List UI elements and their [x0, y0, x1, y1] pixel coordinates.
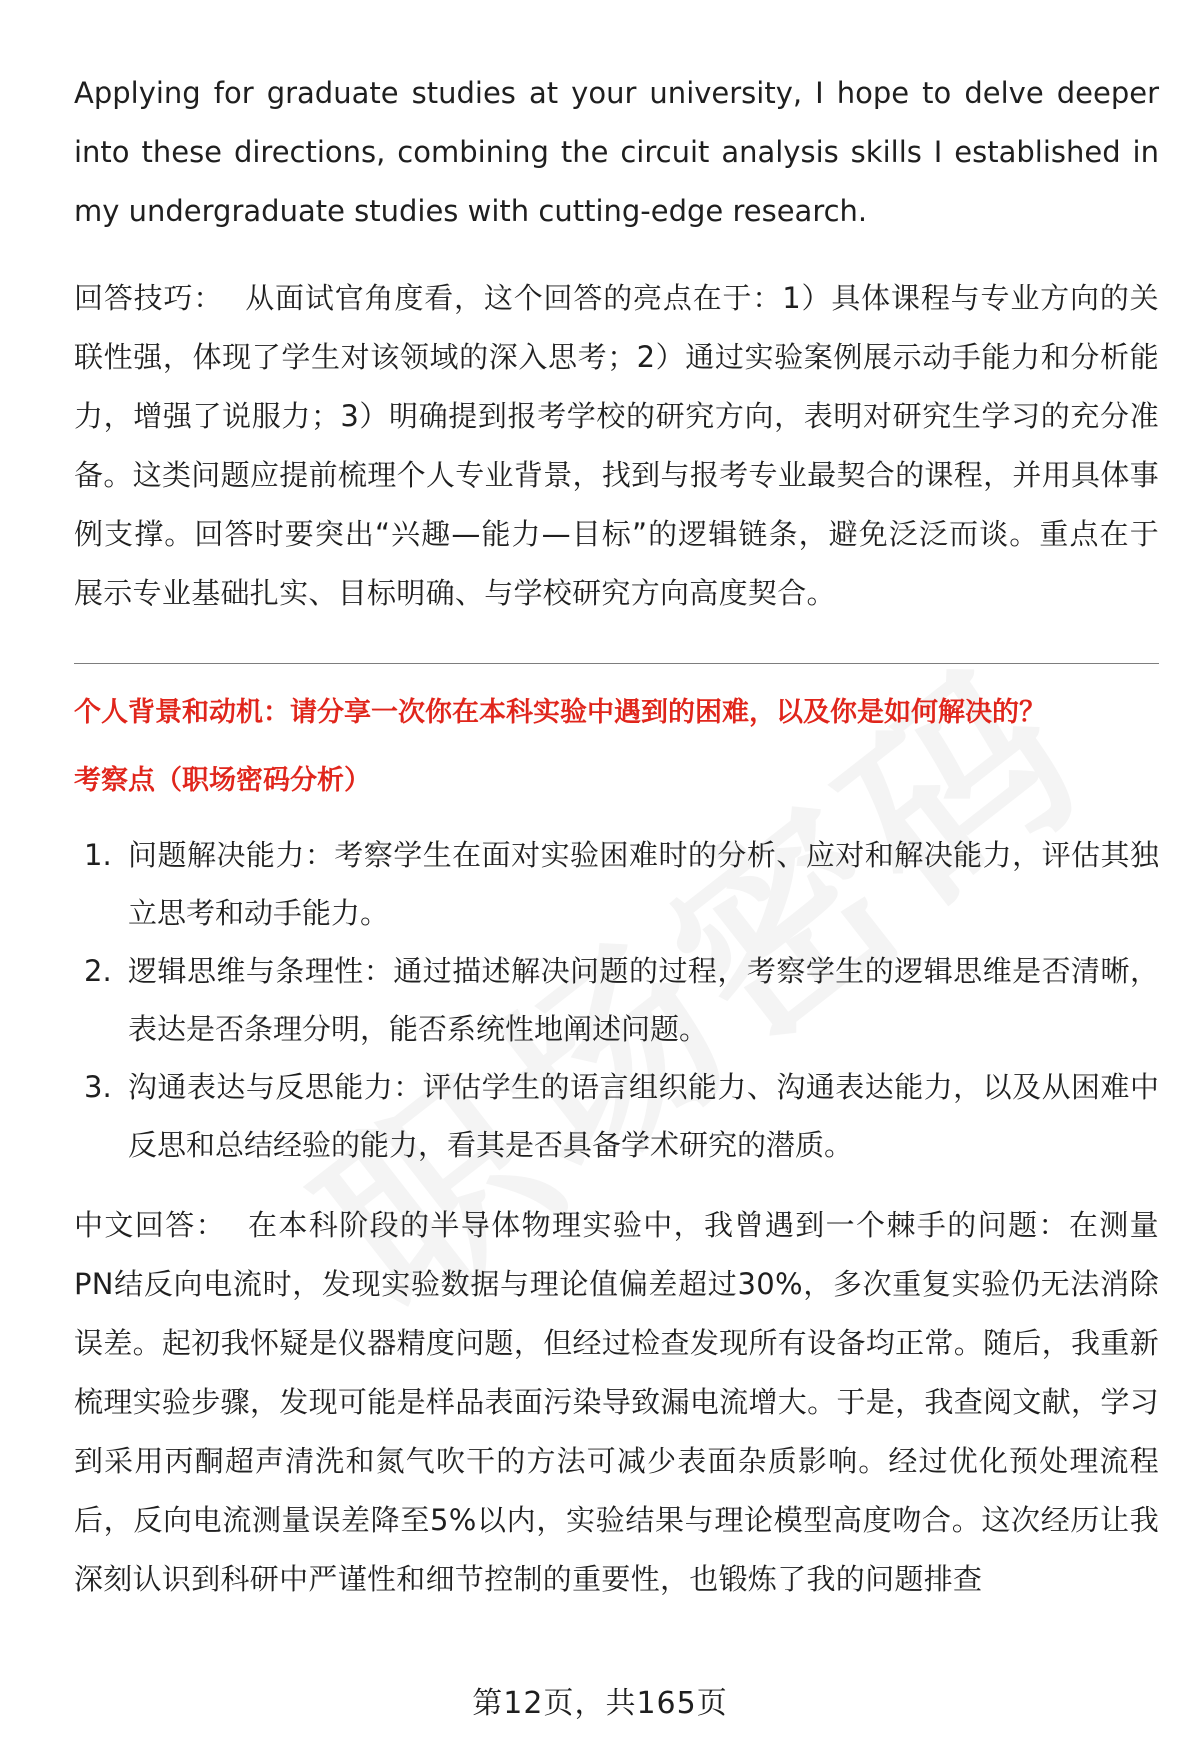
list-item — [74, 942, 1159, 1058]
tips-paragraph — [74, 269, 1159, 623]
answer-paragraph — [74, 1196, 1159, 1609]
tips-text: 从面试官角度看，这个回答的亮点在于：1）具体课程与专业方向的关联性强，体现了学生对该领域的深入思考；2）通过实验案例展示动手能力和分析能力，增强了说服力；3）明确提到报考学校的研究方向，表明对研究生学习的充分准备。这类问题应提前梳理个人专业背景，找到与报考专业最契合的课程，并用具体事例支撑。回答时要突出“兴趣—能力—目标”的逻辑链条，避免泛泛而谈。重点在于展示专业基础扎实、目标明确、与学校研究方向高度契合。 — [74, 281, 1159, 610]
list-item-text: 问题解决能力：考察学生在面对实验困难时的分析、应对和解决能力，评估其独立思考和动手能力。 — [128, 838, 1159, 930]
question-title: 个人背景和动机：请分享一次你在本科实验中遇到的困难，以及你是如何解决的？ — [74, 697, 1046, 728]
list-item-text: 沟通表达与反思能力：评估学生的语言组织能力、沟通表达能力，以及从困难中反思和总结经验的能力，看其是否具备学术研究的潜质。 — [128, 1070, 1159, 1162]
section-divider — [74, 663, 1159, 664]
list-item-number: 3. — [84, 1070, 112, 1104]
answer-text: 在本科阶段的半导体物理实验中，我曾遇到一个棘手的问题：在测量PN结反向电流时，发现实验数据与理论值偏差超过30%，多次重复实验仍无法消除误差。起初我怀疑是仪器精度问题，但经过检查发现所有设备均正常。随后，我重新梳理实验步骤，发现可能是样品表面污染导致漏电流增大。于是，我查阅文献，学习到采用丙酮超声清洗和氮气吹干的方法可减少表面杂质影响。经过优化预处理流程后，反向电流测量误差降至5%以内，实验结果与理论模型高度吻合。这次经历让我深刻认识到科研中严谨性和细节控制的重要性，也锻炼了我的问题排查 — [74, 1208, 1159, 1596]
list-item-text: 逻辑思维与条理性：通过描述解决问题的过程，考察学生的逻辑思维是否清晰，表达是否条理分明，能否系统性地阐述问题。 — [128, 954, 1159, 1046]
answer-label: 中文回答： — [74, 1208, 227, 1242]
list-item — [74, 826, 1159, 942]
tips-label: 回答技巧： — [74, 281, 224, 315]
page-number-footer: 第12页，共165页 — [472, 1686, 728, 1721]
list-item-number: 1. — [84, 838, 112, 872]
list-item-number: 2. — [84, 954, 112, 988]
document-page — [74, 64, 1159, 1637]
assessment-points-list — [74, 826, 1159, 1174]
list-item — [74, 1058, 1159, 1174]
question-subtitle: 考察点（职场密码分析） — [74, 765, 371, 796]
english-paragraph: Applying for graduate studies at your university, I hope to delve deeper into these directions, combining the circuit analysis skills I established in my undergraduate studies with cutting-edge research. — [74, 76, 1159, 228]
